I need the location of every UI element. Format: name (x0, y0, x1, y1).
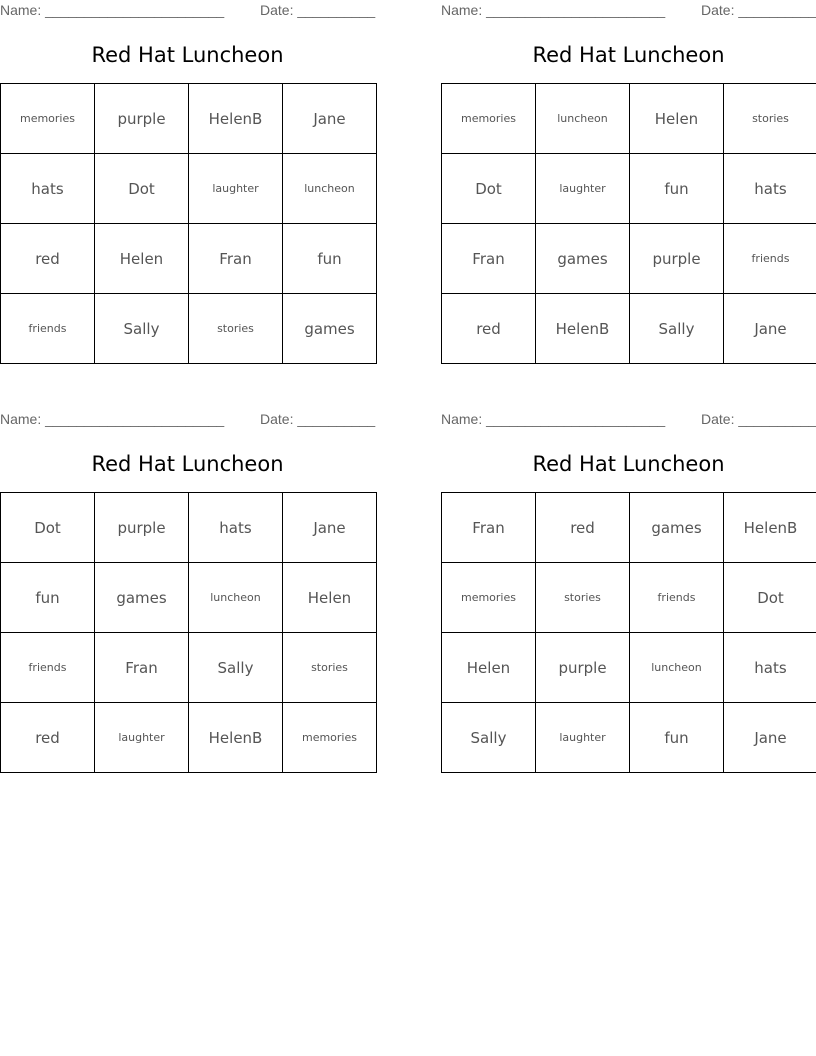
grid-cell: Dot (1, 493, 95, 563)
grid-row (442, 84, 816, 154)
grid-cell: luncheon (189, 563, 283, 633)
card-title: Red Hat Luncheon (91, 43, 284, 67)
date-field-label: Date: __________ (260, 411, 376, 427)
grid-cell: Helen (283, 563, 377, 633)
grid-cell: luncheon (536, 84, 630, 154)
grid-row (1, 493, 377, 563)
grid-cell: laughter (189, 154, 283, 224)
grid-cell: Dot (95, 154, 189, 224)
grid-cell: HelenB (536, 294, 630, 364)
grid-row (1, 84, 377, 154)
grid-cell: laughter (536, 703, 630, 773)
grid-row (1, 294, 377, 364)
grid-cell: red (442, 294, 536, 364)
card-title: Red Hat Luncheon (91, 452, 284, 476)
name-field-label: Name: _______________________ (0, 411, 225, 427)
grid-cell: purple (95, 493, 189, 563)
grid-cell: Jane (283, 493, 377, 563)
grid-cell: games (630, 493, 724, 563)
grid-row (1, 703, 377, 773)
card-title: Red Hat Luncheon (532, 43, 725, 67)
bingo-grid (0, 492, 377, 773)
grid-cell: laughter (95, 703, 189, 773)
grid-row (442, 224, 816, 294)
grid-cell: HelenB (724, 493, 816, 563)
grid-cell: Helen (95, 224, 189, 294)
grid-cell: purple (95, 84, 189, 154)
name-field-label: Name: _______________________ (441, 2, 666, 18)
grid-cell: Helen (442, 633, 536, 703)
grid-cell: purple (536, 633, 630, 703)
bingo-grid (441, 83, 816, 364)
grid-row (442, 154, 816, 224)
grid-cell: Sally (189, 633, 283, 703)
grid-cell: stories (536, 563, 630, 633)
grid-cell: laughter (536, 154, 630, 224)
grid-cell: purple (630, 224, 724, 294)
bingo-card-3 (0, 409, 375, 781)
grid-cell: friends (724, 224, 816, 294)
bingo-card-2 (441, 0, 816, 372)
grid-cell: hats (1, 154, 95, 224)
date-field-label: Date: __________ (701, 411, 816, 427)
grid-cell: Sally (442, 703, 536, 773)
card-title: Red Hat Luncheon (532, 452, 725, 476)
date-field-label: Date: __________ (260, 2, 376, 18)
name-field-label: Name: _______________________ (0, 2, 225, 18)
grid-row (442, 563, 816, 633)
grid-cell: Sally (630, 294, 724, 364)
grid-row (1, 224, 377, 294)
grid-cell: memories (1, 84, 95, 154)
bingo-grid (0, 83, 377, 364)
grid-row (1, 563, 377, 633)
grid-row (442, 294, 816, 364)
grid-cell: friends (1, 294, 95, 364)
grid-cell: Jane (724, 703, 816, 773)
date-field-label: Date: __________ (701, 2, 816, 18)
grid-cell: red (536, 493, 630, 563)
name-field-label: Name: _______________________ (441, 411, 666, 427)
grid-cell: fun (630, 703, 724, 773)
grid-cell: memories (442, 563, 536, 633)
grid-cell: Fran (442, 224, 536, 294)
grid-cell: Jane (283, 84, 377, 154)
grid-cell: fun (283, 224, 377, 294)
grid-cell: games (283, 294, 377, 364)
grid-row (1, 633, 377, 703)
grid-cell: red (1, 224, 95, 294)
grid-cell: Fran (189, 224, 283, 294)
grid-cell: friends (630, 563, 724, 633)
grid-cell: Fran (442, 493, 536, 563)
grid-cell: HelenB (189, 703, 283, 773)
grid-cell: friends (1, 633, 95, 703)
grid-cell: Fran (95, 633, 189, 703)
grid-cell: stories (724, 84, 816, 154)
grid-cell: Helen (630, 84, 724, 154)
grid-cell: fun (630, 154, 724, 224)
grid-cell: red (1, 703, 95, 773)
grid-row (442, 633, 816, 703)
grid-cell: stories (283, 633, 377, 703)
grid-row (442, 703, 816, 773)
grid-cell: Dot (442, 154, 536, 224)
grid-cell: memories (442, 84, 536, 154)
grid-cell: luncheon (630, 633, 724, 703)
grid-cell: games (95, 563, 189, 633)
grid-cell: hats (189, 493, 283, 563)
grid-cell: luncheon (283, 154, 377, 224)
grid-cell: memories (283, 703, 377, 773)
grid-row (1, 154, 377, 224)
grid-cell: fun (1, 563, 95, 633)
grid-row (442, 493, 816, 563)
grid-cell: Jane (724, 294, 816, 364)
grid-cell: stories (189, 294, 283, 364)
grid-cell: Dot (724, 563, 816, 633)
bingo-card-1 (0, 0, 375, 372)
bingo-grid (441, 492, 816, 773)
grid-cell: Sally (95, 294, 189, 364)
grid-cell: games (536, 224, 630, 294)
grid-cell: hats (724, 154, 816, 224)
grid-cell: hats (724, 633, 816, 703)
bingo-card-4 (441, 409, 816, 781)
grid-cell: HelenB (189, 84, 283, 154)
